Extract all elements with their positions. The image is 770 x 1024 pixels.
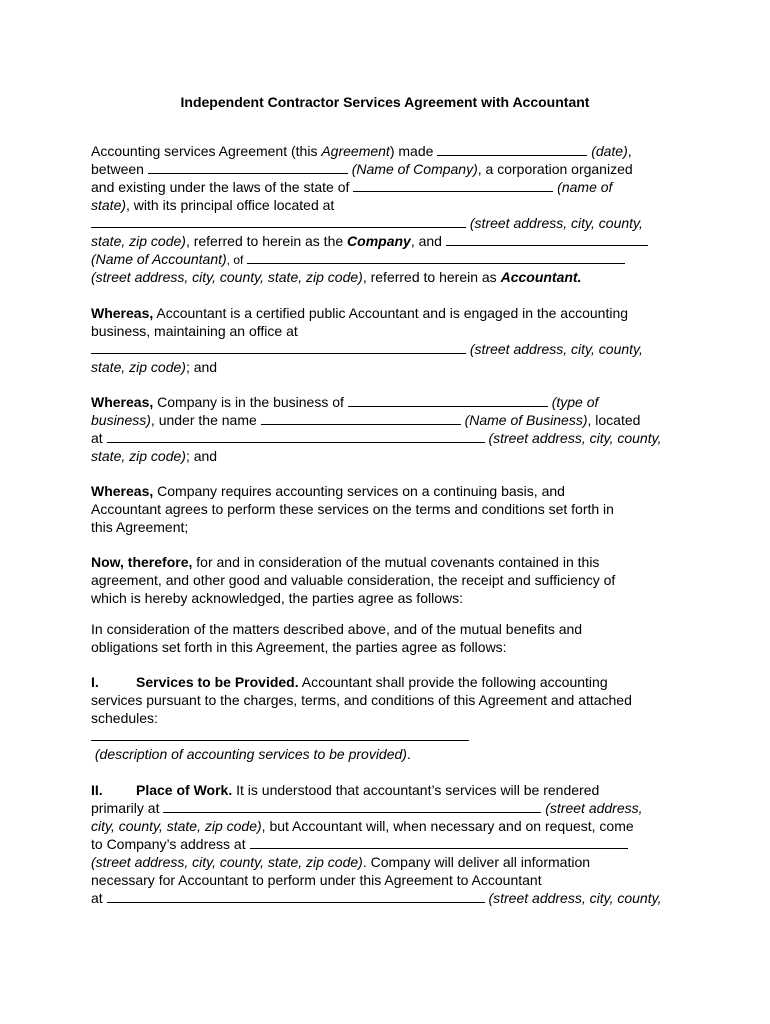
services-description-blank[interactable] [91, 727, 469, 741]
intro-line-3: and existing under the laws of the state of (name of [91, 179, 613, 195]
whereas1-line-1: Whereas, Accountant is a certified public Accountant and is engaged in the accounting [91, 305, 629, 321]
accountant-name-blank[interactable] [446, 232, 648, 246]
section2-heading: Place of Work. [136, 782, 233, 798]
section2-line-4: to Company’s address at [91, 835, 628, 853]
whereas3-line-3: this Agreement; [91, 519, 189, 535]
document-title: Independent Contractor Services Agreement with Accountant [180, 94, 590, 110]
now-therefore-line-1: Now, therefore, for and in consideration of the mutual covenants contained in this [91, 554, 600, 570]
whereas3-line-2: Accountant agrees to perform these services on the terms and conditions set forth in [91, 501, 614, 517]
business-address-blank[interactable] [107, 429, 485, 443]
consideration-line-1: In consideration of the matters described above, and of the mutual benefits and [91, 621, 583, 637]
section1-line-2: services pursuant to the charges, terms, and conditions of this Agreement and attached [91, 692, 632, 708]
intro-line-1: Accounting services Agreement (this Agreement) made (date), [91, 143, 632, 159]
whereas3-line-1: Whereas, Company requires accounting services on a continuing basis, and [91, 483, 565, 499]
whereas2-line-1: Whereas, Company is in the business of (type of [91, 394, 599, 410]
section1-line-3: schedules: [91, 710, 158, 726]
section1-blank-caption: (description of accounting services to be provided). [94, 746, 411, 762]
whereas1-line-3: (street address, city, county, [91, 340, 643, 358]
section2-line-3: city, county, state, zip code), but Accountant will, when necessary and on request, come [91, 818, 634, 834]
section1-heading: Services to be Provided. [136, 674, 299, 690]
work-address-blank[interactable] [163, 799, 541, 813]
now-therefore-line-3: which is hereby acknowledged, the parties agree as follows: [91, 590, 463, 606]
whereas1-line-2: business, maintaining an office at [91, 323, 298, 339]
section2-line-2: primarily at (street address, [91, 800, 643, 816]
intro-line-4: state), with its principal office located at [91, 197, 335, 213]
business-type-blank[interactable] [348, 393, 548, 407]
section2-line-5: (street address, city, county, state, zip code). Company will deliver all information [91, 854, 591, 870]
delivery-address-blank[interactable] [107, 889, 485, 903]
intro-line-8: (street address, city, county, state, zip code), referred to herein as Accountant. [91, 269, 582, 285]
section1-services-blank-line [91, 727, 469, 745]
state-blank[interactable] [353, 178, 553, 192]
whereas2-line-2: business), under the name (Name of Business), located [91, 412, 641, 428]
section2-number: II. [91, 782, 103, 798]
section1-line-1: I. Services to be Provided. Accountant shall provide the following accounting [91, 674, 608, 690]
consideration-line-2: obligations set forth in this Agreement, the parties agree as follows: [91, 639, 507, 655]
section2-line-1: II. Place of Work. It is understood that accountant’s services will be rendered [91, 782, 600, 798]
intro-line-5: (street address, city, county, [91, 214, 643, 232]
section2-line-7: at (street address, city, county, [91, 890, 662, 906]
intro-line-6: state, zip code), referred to herein as the Company, and [91, 232, 648, 250]
section1-number: I. [91, 674, 99, 690]
whereas1-line-4: state, zip code); and [91, 359, 218, 375]
office-address-blank[interactable] [91, 340, 466, 354]
section2-line-6: necessary for Accountant to perform under this Agreement to Accountant [91, 872, 542, 888]
accountant-address-blank[interactable] [247, 250, 625, 264]
intro-line-7: (Name of Accountant), of [91, 250, 625, 268]
date-blank[interactable] [437, 142, 587, 156]
whereas2-line-3: at (street address, city, county, [91, 430, 662, 446]
business-name-blank[interactable] [261, 411, 461, 425]
company-address-blank[interactable] [91, 214, 466, 228]
whereas2-line-4: state, zip code); and [91, 448, 218, 464]
company-visit-address-blank[interactable] [250, 835, 628, 849]
now-therefore-line-2: agreement, and other good and valuable consideration, the receipt and sufficiency of [91, 572, 616, 588]
company-name-blank[interactable] [148, 160, 348, 174]
intro-line-2: between (Name of Company), a corporation organized [91, 161, 633, 177]
